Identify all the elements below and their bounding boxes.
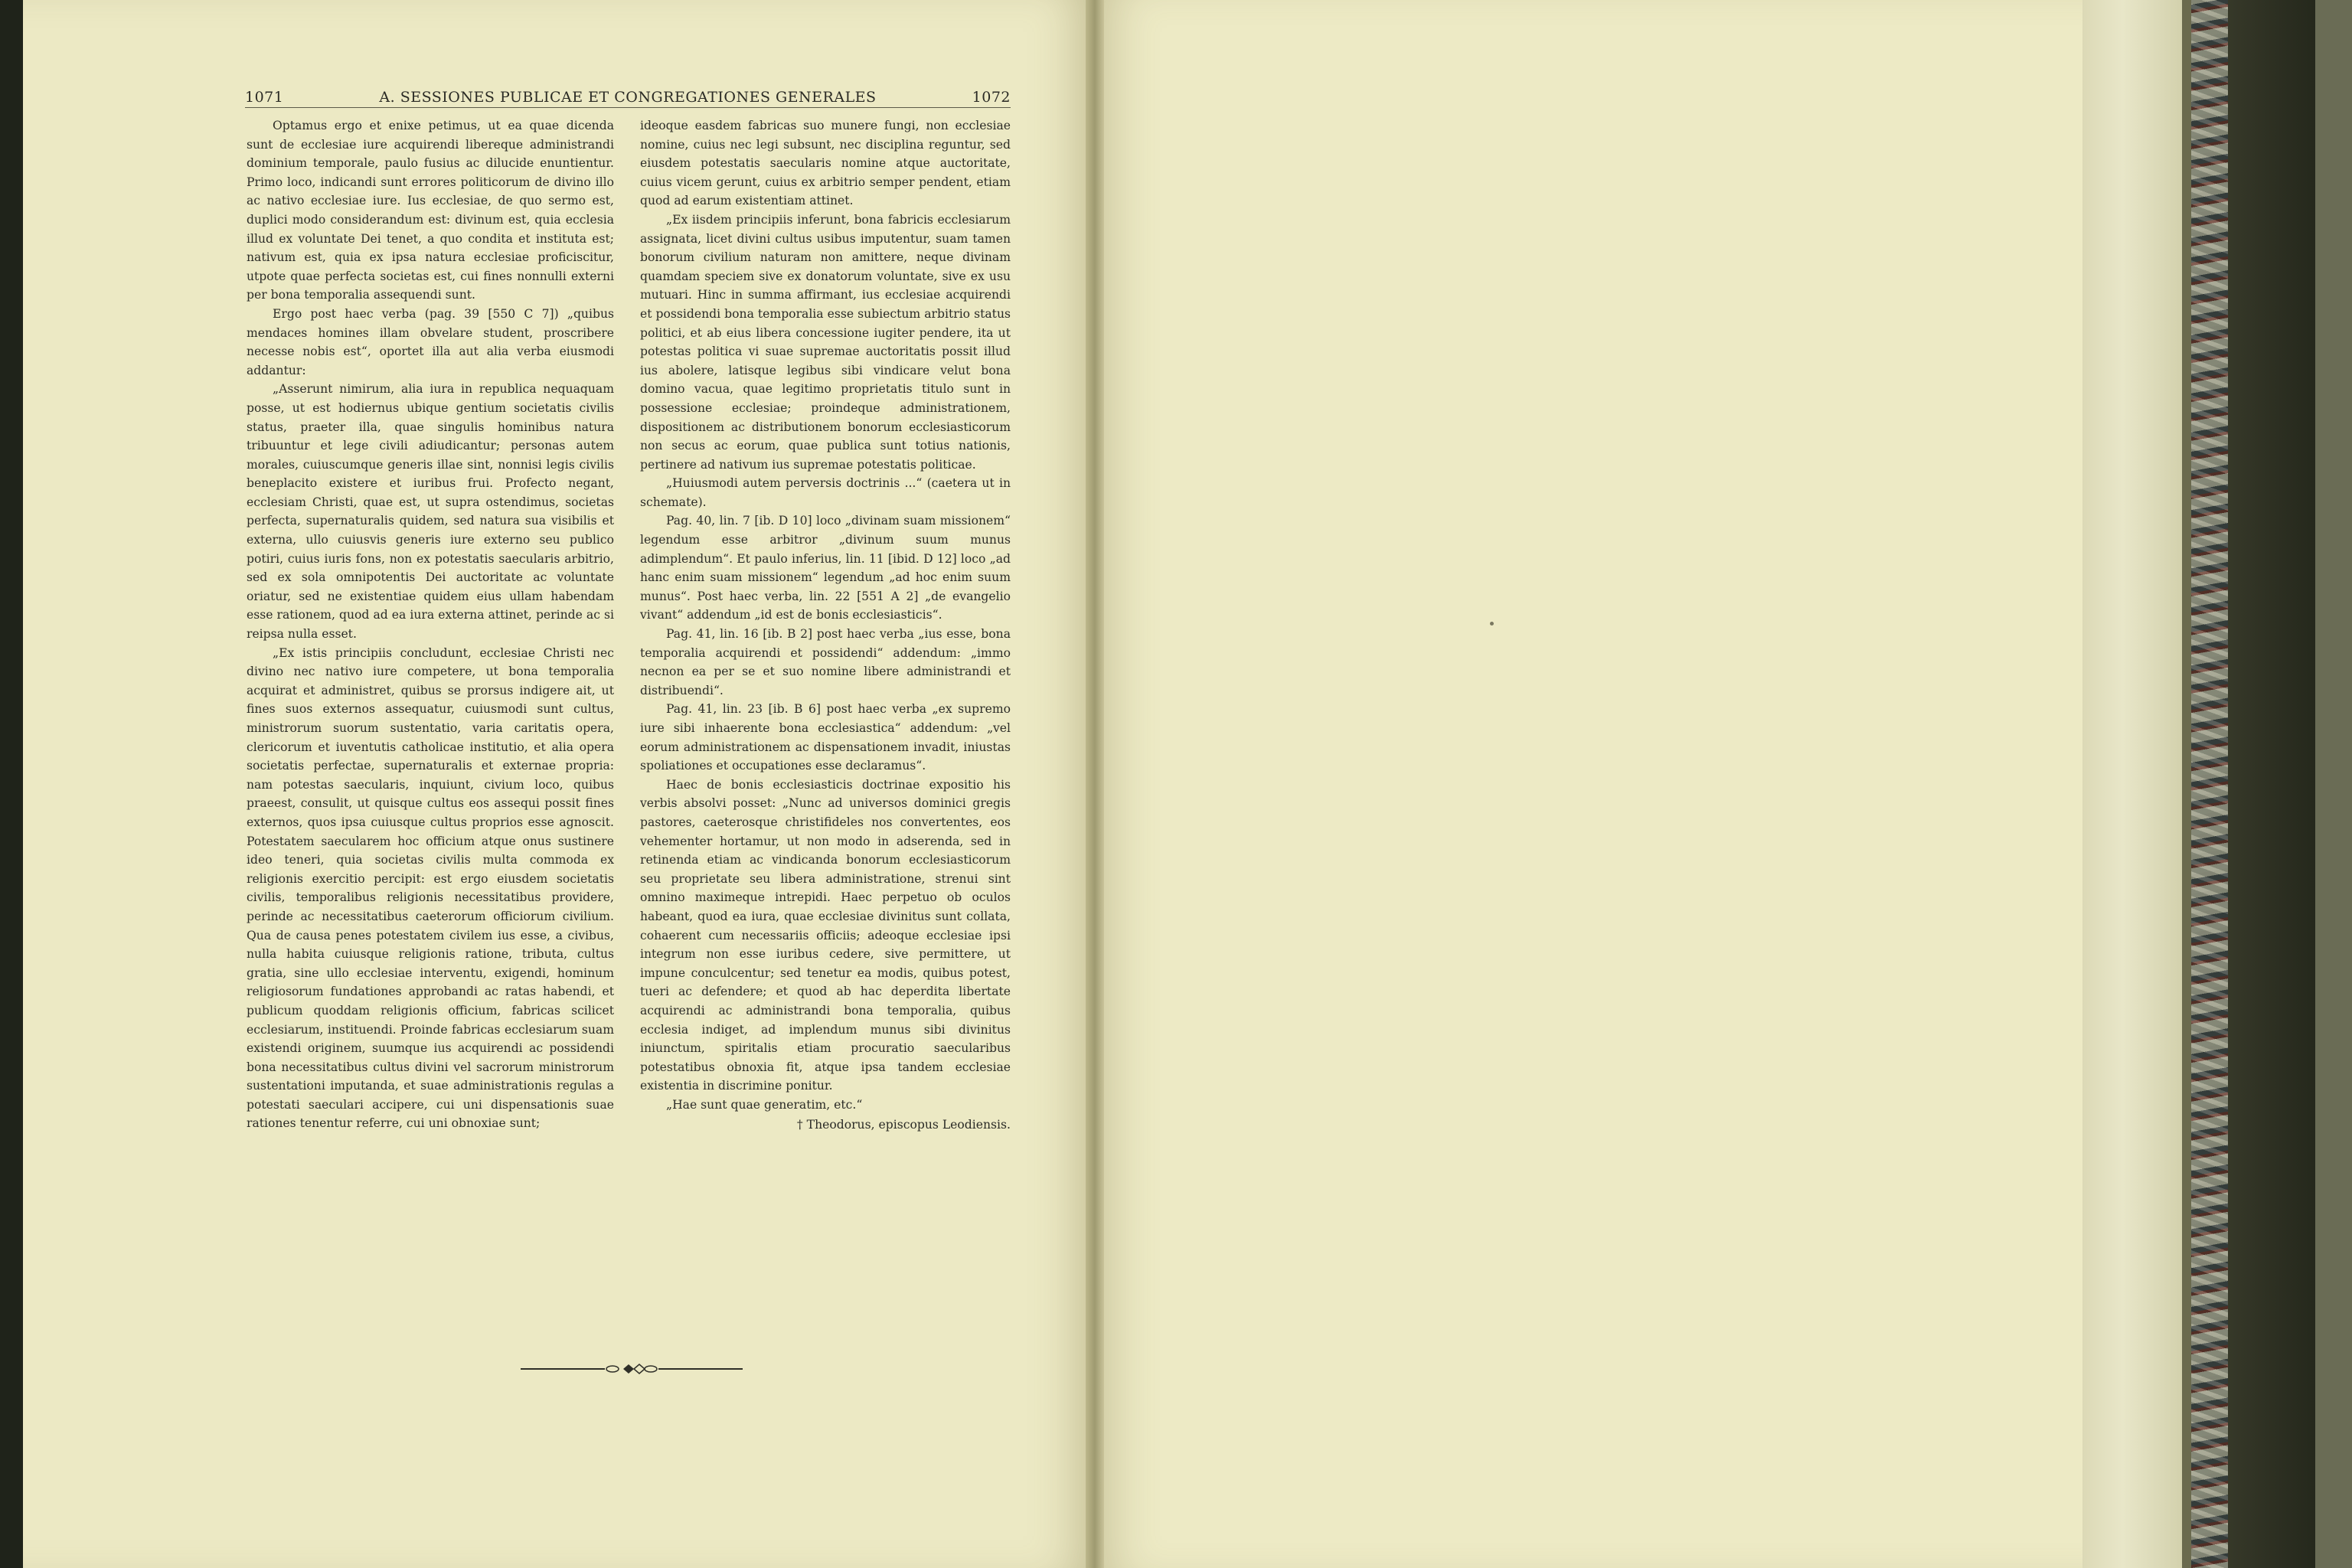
flyleaf-edge [2082,0,2182,1568]
running-head [245,89,1011,106]
marbled-edge [2191,0,2228,1568]
paragraph: Pag. 41, lin. 23 [ib. B 6] post haec verba „ex supremo iure sibi inhaerente bona ecclesiastica“ addendum: „vel eorum administrationem ac dispensationem invadit, iniustas spoliationes et occupationes esse declaramus“. [640,702,1011,773]
paragraph: „Hae sunt quae generatim, etc.“ [666,1097,863,1112]
paper-speck [1490,622,1494,626]
end-ornament [521,1363,743,1375]
paragraph: „Ex iisdem principiis inferunt, bona fabricis ecclesiarum assignata, licet divini cultus usibus imputentur, suam tamen bonorum civilium naturam non amittere, neque divinam quamdam speciem sive ex donatorum voluntate, sive ex usu mutuari. Hinc in summa affirmant, ius ecclesiae acquirendi et possidendi bona temporalia esse subiectum arbitrio status politici, et ab eius libera concessione iugiter pendere, ita ut potestas politica vi suae supremae auctoritatis possit illud ius abolere, latisque legibus sibi vindicare velut bona domino vacua, quae legitimo proprietatis titulo sunt in possessione ecclesiae; proindeque administrationem, dispositionem ac distributionem bonorum ecclesiasticorum non secus ac eorum, quae publica sunt totius nationis, pertinere ad nativum ius supremae potestatis politicae. [640,212,1011,472]
page-number-left: 1071 [245,89,284,106]
cover-board-edge [2182,0,2191,1568]
header-rule [245,107,1011,108]
paragraph: „Ex istis principiis concludunt, ecclesiae Christi nec divino nec nativo iure competere, ut bona temporalia acquirat et administret, quibus se prorsus indigere ait, ut fines suos externos assequatur, cuiusmodi sunt cultus, ministrorum suorum sustentatio, varia caritatis opera, clericorum et iuventutis catholicae institutio, et alia opera societatis perfectae, supernaturalis et externae propria: nam potestas saecularis, inquiunt, civium loco, quibus praeest, consulit, ut quisque cultus eos assequi possit fines externos, quos ipsa cuiusque cultus proprios esse agnoscit. Potestatem saecularem hoc officium atque onus sustinere ideo teneri, quia societas civilis multa commoda ex religionis exercitio percipit: est ergo eiusdem societatis civilis, temporalibus religionis necessitatibus providere, perinde ac necessitatibus caeterorum officiorum civilium. Qua de causa penes potestatem civilem ius esse, a civibus, nulla habita cuiusque religionis ratione, tributa, cultus gratia, sine ullo ecclesiae interventu, exigendi, hominum religiosorum fundationes approbandi ac ratas habendi, et publicum quoddam religionis officium, fabricas scilicet ecclesiarum, instituendi. Proinde fabricas ecclesiarum suam existendi originem, suumque ius acquirendi ac possidendi bona necessitatibus cultus divini vel sacrorum ministrorum sustentationi imputanda, et suae administrationis regulas a potestati saeculari accipere, cui uni dispensationis suae rationes tenentur referre, cui uni obnoxiae sunt; [247,645,614,1131]
paragraph: Pag. 40, lin. 7 [ib. D 10] loco „divinam suam missionem“ legendum esse arbitror „divinum suum munus adimplendum“. Et paulo inferius, lin. 11 [ibid. D 12] loco „ad hanc enim suam missionem“ legendum „ad hoc enim suum munus“. Post haec verba, lin. 22 [551 A 2] „de evangelio vivant“ addendum „id est de bonis ecclesiasticis“. [640,514,1011,622]
paragraph: ideoque easdem fabricas suo munere fungi, non ecclesiae nomine, cuius nec legi subsunt, nec disciplina reguntur, sed eiusdem potestatis saecularis nomine atque auctoritate, cuius vicem gerunt, cuius ex arbitrio semper pendent, etiam quod ad earum existentiam attinet. [640,119,1011,208]
signature: † Theodorus, episcopus Leodiensis. [796,1118,1011,1132]
paragraph: Haec de bonis ecclesiasticis doctrinae expositio his verbis absolvi posset: „Nunc ad universos dominici gregis pastores, caeterosque christifideles nos convertentes, eos vehementer hortamur, ut non modo in adserenda, sed in retinenda etiam ac vindicanda bonorum ecclesiasticorum seu proprietate seu libera administratione, strenui sint omnino maximeque intrepidi. Haec perpetuo ob oculos habeant, quod ea iura, quae ecclesiae divinitus sunt collata, cohaerent cum necessariis officiis; adeoque ecclesiae ipsi integrum non esse iuribus cedere, sive permittere, ut impune conculcentur; sed tenetur ea modis, quibus potest, tueri ac defendere; et quod ab hac deperdita libertate acquirendi ac administrandi bona temporalia, quibus ecclesia indiget, ad implendum munus sibi divinitus iniunctum, spiritalis etiam procuratio saecularibus potestatibus obnoxia fit, atque ipsa tandem ecclesiae existentia in discrimine ponitur. [640,777,1011,1093]
right-text-column [640,116,1011,1135]
page-number-right: 1072 [972,89,1011,106]
left-text-column [247,116,614,1133]
book-gutter [1086,0,1104,1568]
paragraph: Optamus ergo et enixe petimus, ut ea quae dicenda sunt de ecclesiae iure acquirendi libereque administrandi dominium temporale, paulo fusius ac dilucide enuntientur. Primo loco, indicandi sunt errores politicorum de divino illo ac nativo ecclesiae iure. Ius ecclesiae, de quo sermo est, duplici modo considerandum est: divinum est, quia ecclesia illud ex voluntate Dei tenet, a quo condita et instituta est; nativum est, quia ex ipsa natura ecclesiae proficiscitur, utpote quae perfecta societas est, cui fines nonnulli externi per bona temporalia assequendi sunt. [247,119,614,302]
blank-right-page [1104,0,2082,1568]
paragraph: „Asserunt nimirum, alia iura in republica nequaquam posse, ut est hodiernus ubique gentium societatis civilis status, praeter illa, quae singulis hominibus natura tribuuntur et lege civili adiudicantur; personas autem morales, cuiuscumque generis illae sint, nonnisi legis civilis beneplacito existere et iuribus frui. Profecto negant, ecclesiam Christi, quae est, ut supra ostendimus, societas perfecta, supernaturalis quidem, sed natura sua visibilis et externa, ullo cuiusvis generis iure externo seu publico potiri, cuius iuris fons, non ex potestatis saecularis arbitrio, sed ex sola omnipotentis Dei auctoritate ac voluntate oriatur, sed ne existentiae quidem eius ullam habendam esse rationem, quod ad ea iura externa attinet, perinde ac si reipsa nulla esset. [247,382,614,642]
scanner-right-edge [2315,0,2352,1568]
scanner-left-edge [0,0,23,1568]
running-title: A. SESSIONES PUBLICAE ET CONGREGATIONES GENERALES [379,89,877,106]
paragraph: „Huiusmodi autem perversis doctrinis ...“ (caetera ut in schemate). [640,476,1011,509]
paragraph: Ergo post haec verba (pag. 39 [550 C 7]) „quibus mendaces homines illam obvelare student, proscribere necesse nobis est“, oportet illa aut alia verba eiusmodi addantur: [247,306,614,377]
paragraph: Pag. 41, lin. 16 [ib. B 2] post haec verba „ius esse, bona temporalia acquirendi et possidendi“ addendum: „immo necnon ea per se et suo nomine libere administrandi et distribuendi“. [640,627,1011,697]
